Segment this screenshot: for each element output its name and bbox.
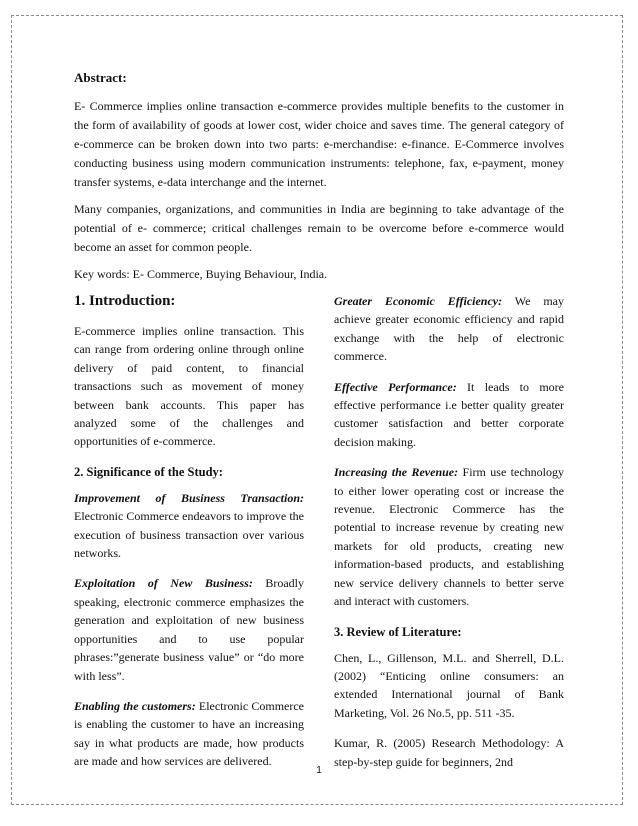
item-text: Electronic Commerce endeavors to improve the execution of business transaction over various networks.: [74, 509, 304, 561]
item-text: Broadly speaking, electronic commerce emphasizes the generation and exploitation of new business opportunities and to use popular phrases:”generate business value” or “do more with less”.: [74, 576, 304, 683]
reference-entry: Kumar, R. (2005) Research Methodology: A step-by-step guide for beginners, 2nd: [334, 736, 564, 769]
item-improvement: [74, 489, 304, 563]
item-term: Effective Performance:: [334, 379, 457, 394]
item-term: Increasing the Revenue:: [334, 465, 459, 480]
item-text: Electronic Commerce is enabling the customer to have an increasing say in what products are made, how products are made and how services are delivered.: [74, 698, 304, 769]
item-exploitation: [74, 574, 304, 684]
item-text: It leads to more effective performance i.e better quality greater customer satisfaction and better corporate decision making.: [334, 379, 564, 449]
item-enabling: [74, 697, 304, 771]
item-effective-performance: [334, 378, 564, 452]
significance-heading: 2. Significance of the Study:: [74, 464, 223, 479]
right-column: [334, 292, 564, 783]
item-text: We may achieve greater economic efficiency and rapid exchange with the help of electronic commerce.: [334, 294, 564, 364]
reference-entry: Chen, L., Gillenson, M.L. and Sherrell, D.L. (2002) “Enticing online consumers: an extended International journal of Bank Marketing, Vol. 26 No.5, pp. 511 -35.: [334, 650, 564, 720]
item-text: Firm use technology to either lower operating cost or increase the revenue. Electronic Commerce has the potential to increase revenue by creating new markets for old products, creating new information-based products, and establishing new service delivery channels to better serve and interact with customers.: [334, 465, 564, 609]
abstract-paragraph-1: E- Commerce implies online transaction e-commerce provides multiple benefits to the customer in the form of availability of goods at lower cost, wider choice and saves time. The general category of e-commerce can be broken down into two parts: e-merchandise: e-finance. E-Commerce involves conducting business using modern communication instruments: telephone, fax, e-payment, money transfer systems, e-data interchange and the internet.: [74, 99, 564, 189]
item-term: Improvement of Business Transaction:: [74, 490, 304, 505]
page-number: 1: [316, 765, 322, 776]
abstract-paragraph-2: Many companies, organizations, and communities in India are beginning to take advantage of the potential of e- commerce; critical challenges remain to be overcome before e-commerce would become an asset for common people.: [74, 202, 564, 254]
abstract-title: Abstract:: [74, 70, 127, 85]
introduction-heading: 1. Introduction:: [74, 293, 176, 309]
introduction-text: E-commerce implies online transaction. This can range from ordering online through online delivery of paid content, to financial transactions such as movement of money between bank accounts. This paper has analyzed some of the challenges and opportunities of e-commerce.: [74, 324, 304, 449]
two-column-body: [74, 292, 564, 783]
keywords: Key words: E- Commerce, Buying Behaviour, India.: [74, 267, 328, 281]
review-heading: 3. Review of Literature:: [334, 624, 462, 639]
item-term: Exploitation of New Business:: [74, 576, 253, 591]
left-column: [74, 292, 304, 783]
page-content: [74, 70, 564, 783]
item-term: Greater Economic Efficiency:: [334, 294, 503, 308]
item-economic-efficiency: [334, 292, 564, 366]
item-term: Enabling the customers:: [74, 698, 196, 713]
item-increasing-revenue: [334, 463, 564, 610]
